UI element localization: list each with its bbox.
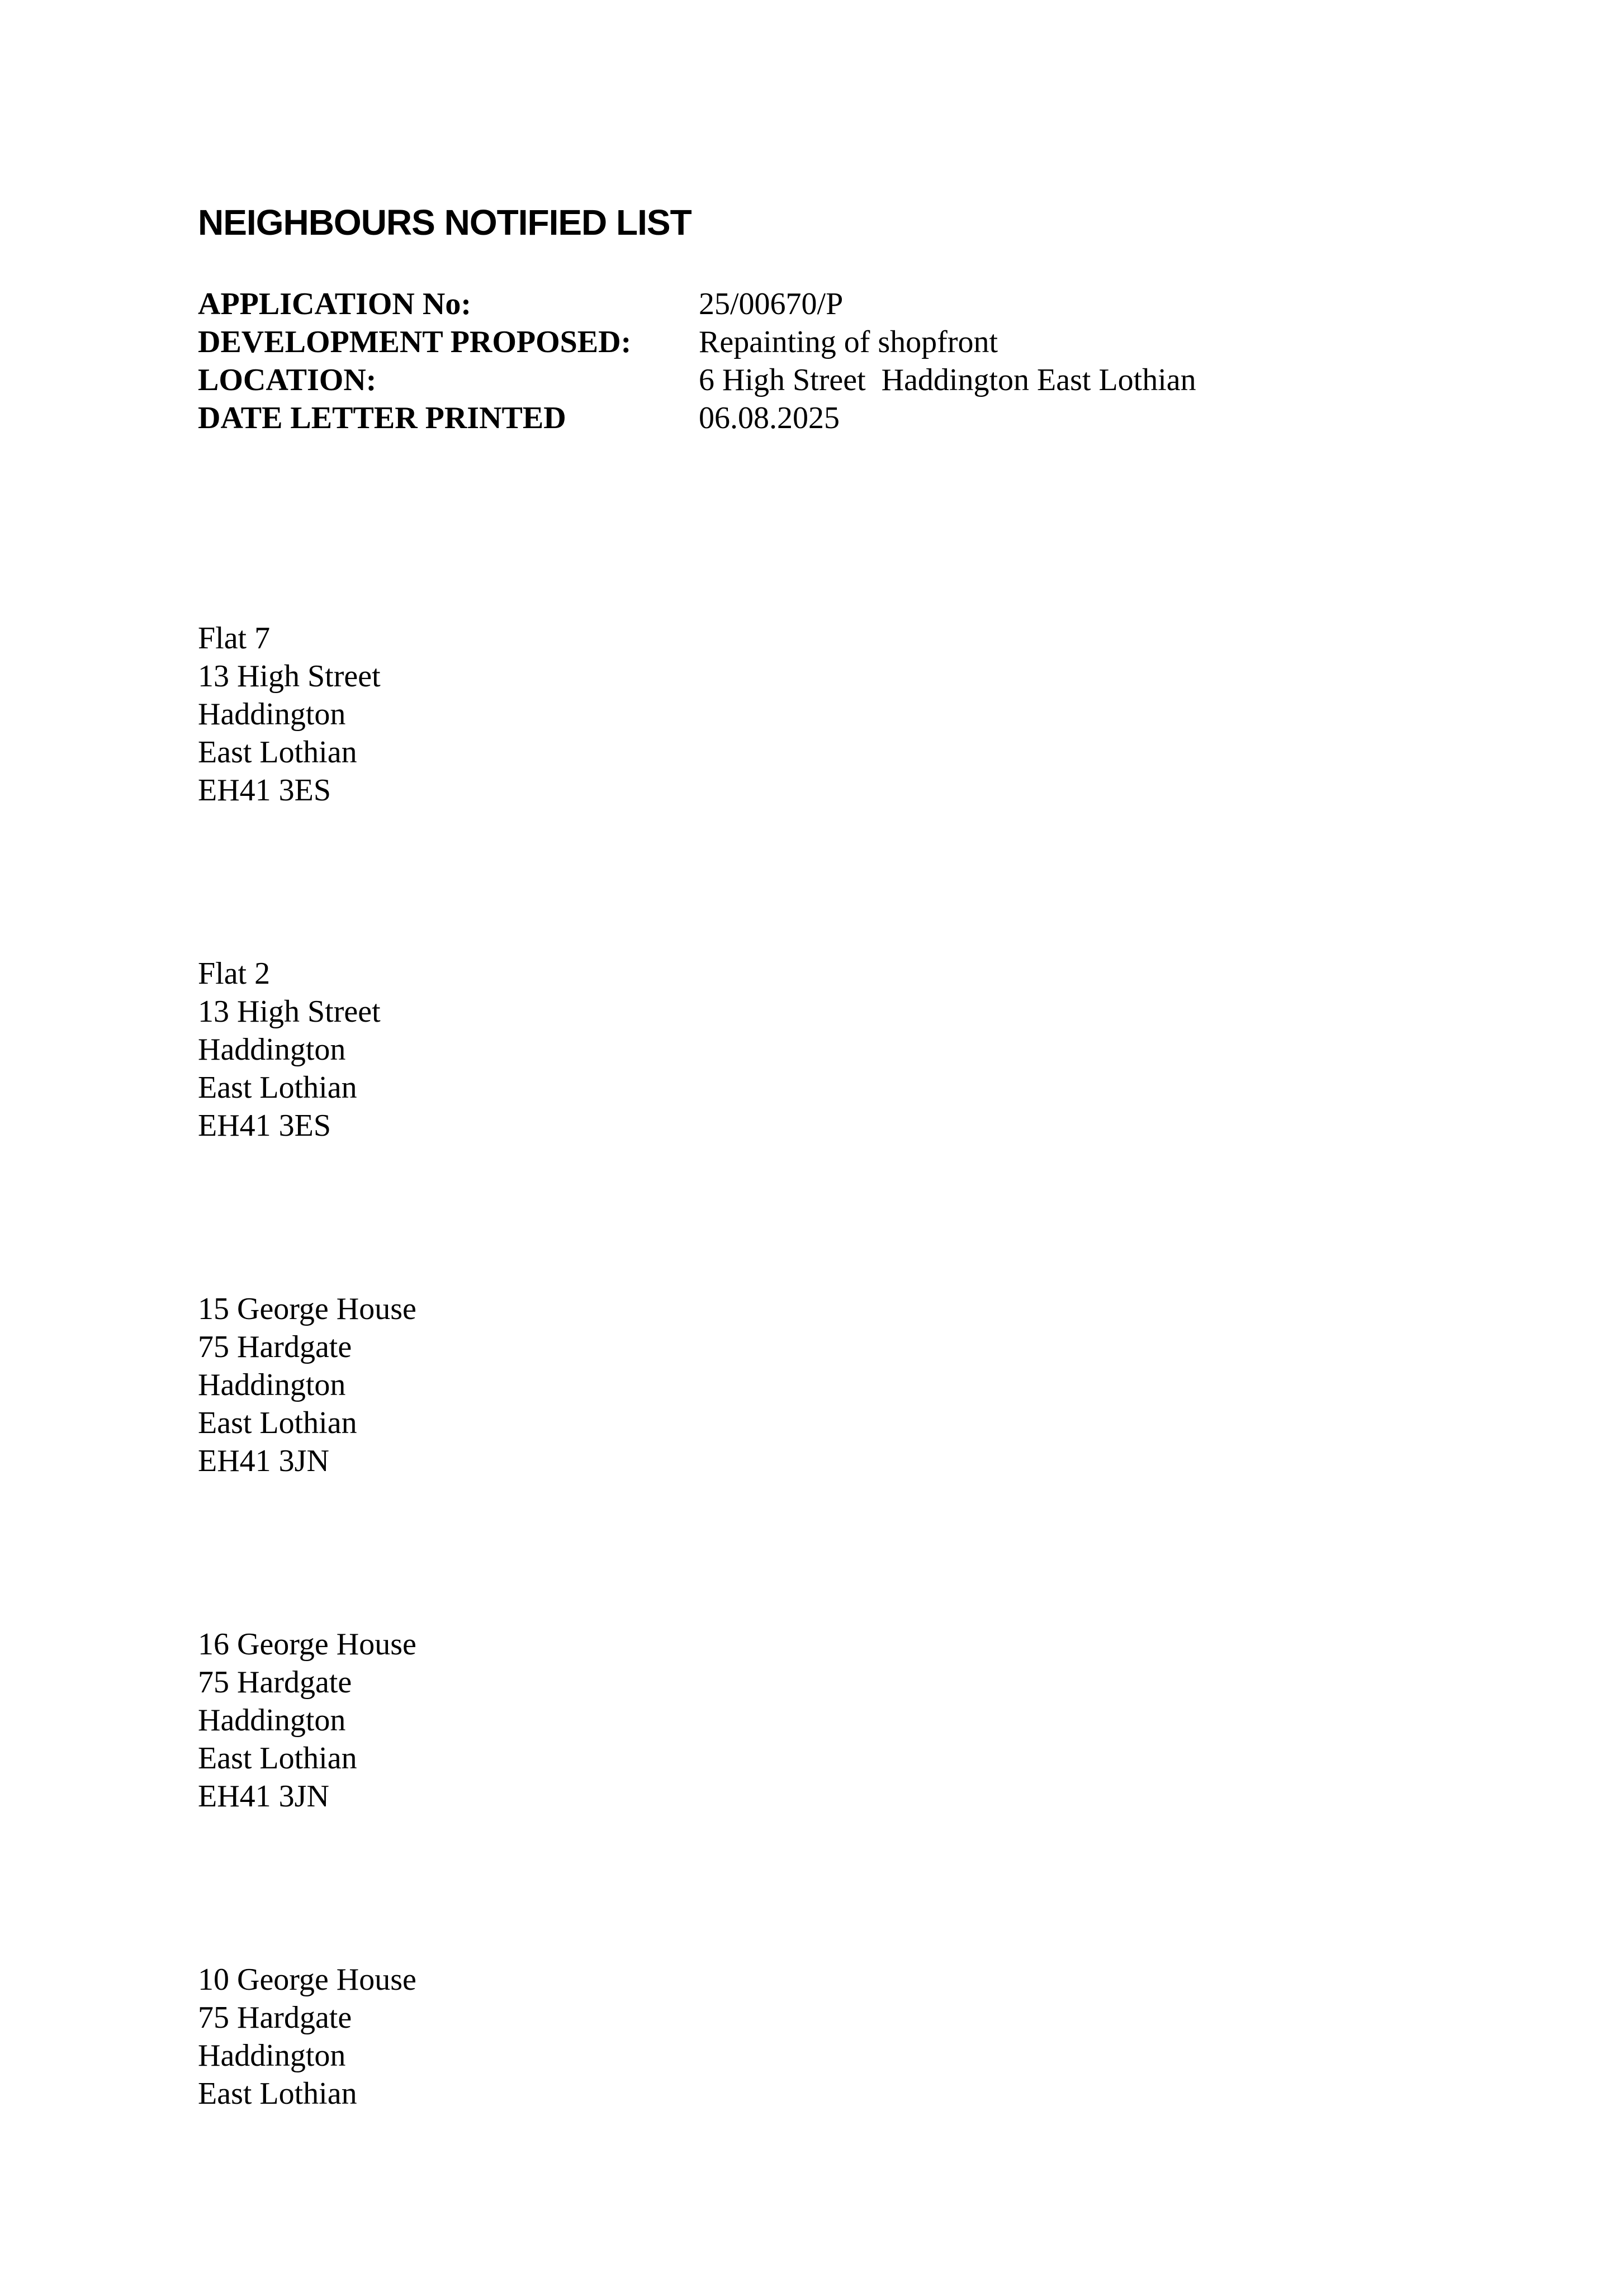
address-line: 15 George House [198, 1292, 416, 1326]
application-number-label: APPLICATION No: [198, 287, 471, 321]
address-line: Haddington [198, 1703, 346, 1738]
address-line: Flat 7 [198, 621, 271, 656]
date-letter-printed-value: 06.08.2025 [699, 401, 840, 435]
detail-row-location [198, 361, 1196, 399]
neighbour-address-list [198, 619, 416, 2296]
location-value: 6 High Street Haddington East Lothian [699, 363, 1196, 397]
detail-row-development-proposed [198, 323, 1196, 361]
address-line: Haddington [198, 2038, 346, 2073]
address-line: East Lothian [198, 1741, 357, 1776]
address-line: East Lothian [198, 1406, 357, 1440]
address-block [198, 1625, 416, 1961]
address-postcode: EH41 3JN [198, 1444, 329, 1478]
address-line: 75 Hardgate [198, 1330, 352, 1364]
address-line: East Lothian [198, 2076, 357, 2111]
address-postcode: EH41 3JN [198, 1779, 329, 1814]
address-line: 75 Hardgate [198, 1665, 352, 1700]
detail-row-date-letter-printed [198, 399, 1196, 437]
address-line: 75 Hardgate [198, 2000, 352, 2035]
page-title: NEIGHBOURS NOTIFIED LIST [198, 202, 691, 243]
address-postcode: EH41 3ES [198, 773, 331, 808]
address-line: 10 George House [198, 1962, 416, 1997]
address-postcode: EH41 3ES [198, 1108, 331, 1143]
application-details [198, 285, 1196, 437]
location-label: LOCATION: [198, 363, 377, 397]
address-block [198, 1961, 416, 2296]
address-line: Haddington [198, 1368, 346, 1402]
detail-row-application-number [198, 285, 1196, 323]
address-line: Flat 2 [198, 956, 271, 991]
address-line: Haddington [198, 1032, 346, 1067]
address-line: 13 High Street [198, 659, 381, 694]
address-line: East Lothian [198, 1070, 357, 1105]
address-block [198, 619, 416, 955]
date-letter-printed-label: DATE LETTER PRINTED [198, 401, 566, 435]
address-line: 16 George House [198, 1627, 416, 1662]
address-line: Haddington [198, 697, 346, 732]
address-block [198, 1290, 416, 1625]
address-line: East Lothian [198, 735, 357, 770]
address-line: 13 High Street [198, 994, 381, 1029]
development-proposed-label: DEVELOPMENT PROPOSED: [198, 325, 632, 359]
development-proposed-value: Repainting of shopfront [699, 325, 998, 359]
application-number-value: 25/00670/P [699, 287, 844, 321]
address-block [198, 955, 416, 1290]
